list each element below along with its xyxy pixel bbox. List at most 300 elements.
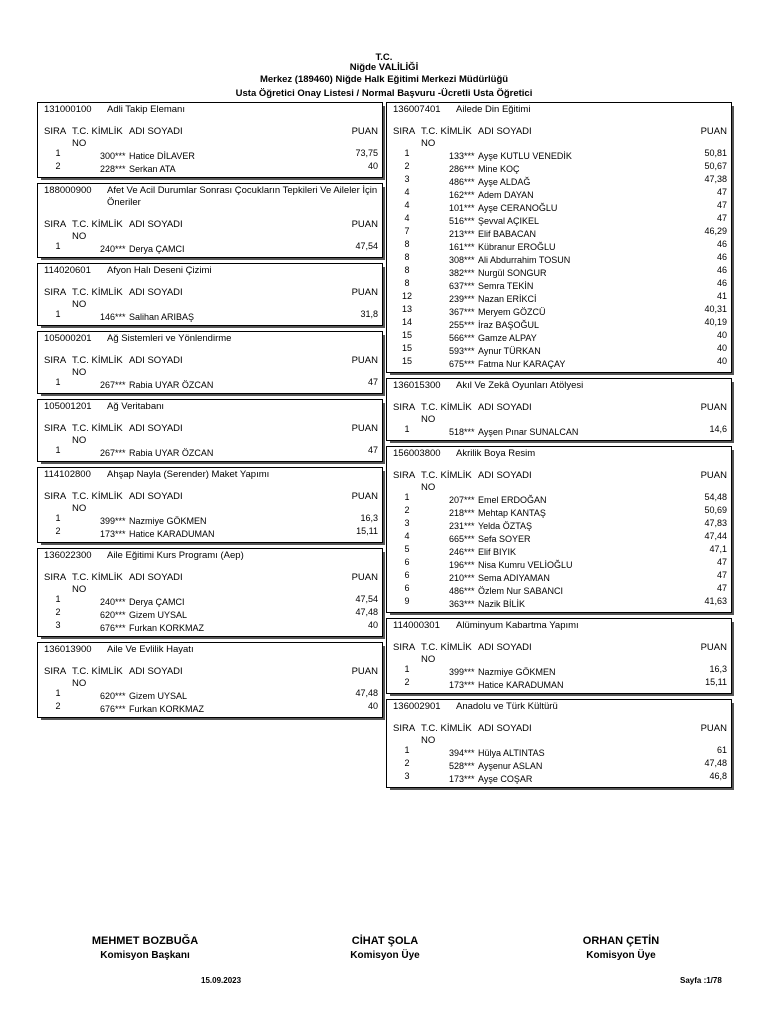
cell-name: Hatice DİLAVER [129, 151, 195, 161]
cell-tc: 231*** [449, 521, 475, 531]
cell-tc: 593*** [449, 346, 475, 356]
cell-name: Sema ADIYAMAN [478, 573, 550, 583]
course-header [38, 400, 382, 413]
table-row [387, 358, 731, 371]
course-title: Aile Eğitimi Kurs Programı (Aep) [107, 550, 244, 561]
column-header-sira: SIRA [44, 572, 67, 583]
cell-sira: 1 [404, 664, 410, 674]
cell-puan: 15,11 [356, 526, 378, 536]
cell-puan: 40 [367, 701, 378, 711]
cell-puan: 46 [716, 239, 727, 249]
cell-tc: 210*** [449, 573, 475, 583]
cell-sira: 3 [55, 620, 61, 630]
cell-name: Nurgül SONGUR [478, 268, 547, 278]
column-header-name: ADI SOYADI [478, 126, 532, 137]
cell-sira: 13 [401, 304, 412, 314]
course-code: 136022300 [44, 550, 92, 561]
left-column [37, 102, 383, 723]
course-code: 156003800 [393, 448, 441, 459]
cell-tc: 267*** [100, 448, 126, 458]
column-header-name: ADI SOYADI [129, 666, 183, 677]
cell-sira: 6 [404, 583, 410, 593]
column-header-name: ADI SOYADI [129, 355, 183, 366]
column-header-puan: PUAN [700, 723, 727, 734]
course-code: 105001201 [44, 401, 92, 412]
course-header [38, 103, 382, 116]
course-section [386, 378, 732, 441]
course-code: 136007401 [393, 104, 441, 115]
cell-tc: 620*** [100, 610, 126, 620]
course-code: 114000301 [393, 620, 440, 631]
table-row [387, 773, 731, 786]
course-title: Ailede Din Eğitimi [456, 104, 531, 115]
column-header-name: ADI SOYADI [478, 642, 532, 653]
cell-name: Derya ÇAMCI [129, 597, 185, 607]
cell-sira: 4 [404, 531, 410, 541]
signature-name-2: CİHAT ŞOLA [351, 935, 419, 947]
column-header-name: ADI SOYADI [129, 491, 183, 502]
cell-sira: 2 [55, 607, 61, 617]
course-section [386, 618, 732, 694]
signature-name-3: ORHAN ÇETİN [582, 935, 660, 947]
cell-sira: 2 [55, 701, 61, 711]
course-section [37, 467, 383, 543]
cell-puan: 47,54 [355, 594, 378, 604]
column-header-tc: T.C. KİMLİK NO [421, 723, 472, 746]
cell-sira: 1 [55, 309, 61, 319]
cell-name: Elif BIYIK [478, 547, 517, 557]
column-header-sira: SIRA [393, 126, 416, 137]
cell-sira: 1 [404, 745, 410, 755]
table-row [38, 163, 382, 176]
cell-puan: 47 [367, 377, 378, 387]
cell-name: Ayşe COŞAR [478, 774, 533, 784]
table-row [387, 679, 731, 692]
course-header [387, 619, 731, 632]
cell-sira: 12 [401, 291, 412, 301]
column-header-tc: T.C. KİMLİK NO [72, 219, 123, 242]
table-row [38, 703, 382, 716]
course-header [38, 184, 382, 209]
column-header-name: ADI SOYADI [129, 126, 183, 137]
cell-name: Gizem UYSAL [129, 691, 188, 701]
cell-tc: 300*** [100, 151, 126, 161]
cell-tc: 528*** [449, 761, 475, 771]
cell-tc: 566*** [449, 333, 475, 343]
cell-sira: 1 [55, 148, 61, 158]
signature-role-2: Komisyon Üye [350, 950, 420, 961]
cell-name: Furkan KORKMAZ [129, 623, 205, 633]
cell-name: Ayşenur ASLAN [478, 761, 543, 771]
cell-puan: 50,81 [704, 148, 727, 158]
course-section [37, 102, 383, 178]
table-row [38, 311, 382, 324]
cell-name: Fatma Nur KARAÇAY [478, 359, 566, 369]
cell-name: Hatice KARADUMAN [478, 680, 564, 690]
column-header-sira: SIRA [44, 287, 67, 298]
cell-puan: 47 [716, 557, 727, 567]
signature-name-1: MEHMET BOZBUĞA [91, 935, 199, 947]
cell-sira: 8 [404, 278, 410, 288]
column-header-puan: PUAN [351, 219, 378, 230]
cell-tc: 363*** [449, 599, 475, 609]
cell-sira: 7 [404, 226, 410, 236]
cell-sira: 1 [55, 445, 61, 455]
cell-sira: 1 [55, 377, 61, 387]
column-header-tc: T.C. KİMLİK NO [72, 287, 123, 310]
course-title: Akrilik Boya Resim [456, 448, 536, 459]
column-header-name: ADI SOYADI [478, 402, 532, 413]
column-header-sira: SIRA [44, 491, 67, 502]
print-date: 15.09.2023 [201, 976, 242, 985]
cell-sira: 5 [404, 544, 410, 554]
page-number: Sayfa :1/78 [680, 976, 722, 985]
column-header-tc: T.C. KİMLİK NO [72, 355, 123, 378]
course-section [37, 548, 383, 637]
cell-sira: 15 [401, 356, 412, 366]
cell-puan: 47 [716, 187, 727, 197]
cell-tc: 161*** [449, 242, 475, 252]
column-header-sira: SIRA [393, 723, 416, 734]
cell-tc: 240*** [100, 597, 126, 607]
cell-name: Nisa Kumru VELİOĞLU [478, 560, 573, 570]
course-title: Alüminyum Kabartma Yapımı [456, 620, 579, 631]
column-header-puan: PUAN [351, 572, 378, 583]
cell-tc: 286*** [449, 164, 475, 174]
course-header [38, 264, 382, 277]
column-header-tc: T.C. KİMLİK NO [421, 470, 472, 493]
cell-sira: 15 [401, 343, 412, 353]
course-code: 188000900 [44, 185, 92, 196]
course-title: Adli Takip Elemanı [107, 104, 185, 115]
course-code: 131000100 [44, 104, 92, 115]
cell-puan: 73,75 [355, 148, 378, 158]
cell-tc: 240*** [100, 244, 126, 254]
cell-tc: 308*** [449, 255, 475, 265]
cell-puan: 47,48 [704, 758, 727, 768]
cell-tc: 486*** [449, 177, 475, 187]
header-institution: Merkez (189460) Niğde Halk Eğitimi Merkezi Müdürlüğü [259, 74, 509, 85]
cell-sira: 4 [404, 200, 410, 210]
cell-tc: 239*** [449, 294, 475, 304]
header-tc: T.C. [375, 52, 393, 63]
cell-name: İraz BAŞOĞUL [478, 320, 540, 330]
column-header-tc: T.C. KİMLİK NO [72, 491, 123, 514]
column-header-puan: PUAN [700, 642, 727, 653]
cell-name: Serkan ATA [129, 164, 176, 174]
cell-tc: 518*** [449, 427, 475, 437]
cell-name: Meryem GÖZCÜ [478, 307, 546, 317]
table-row [38, 622, 382, 635]
cell-sira: 8 [404, 265, 410, 275]
cell-sira: 2 [404, 161, 410, 171]
course-code: 136002901 [393, 701, 441, 712]
cell-name: Furkan KORKMAZ [129, 704, 205, 714]
cell-puan: 40,19 [704, 317, 727, 327]
column-header-sira: SIRA [393, 642, 416, 653]
column-header-tc: T.C. KİMLİK NO [421, 402, 472, 425]
course-section [37, 183, 383, 258]
column-header-puan: PUAN [700, 402, 727, 413]
cell-puan: 47 [716, 200, 727, 210]
course-header [38, 468, 382, 481]
course-title: Ağ Veritabanı [107, 401, 165, 412]
column-header-tc: T.C. KİMLİK NO [72, 423, 123, 446]
cell-sira: 1 [404, 492, 410, 502]
course-title: Afyon Halı Deseni Çizimi [107, 265, 212, 276]
cell-tc: 399*** [449, 667, 475, 677]
course-header [387, 447, 731, 460]
cell-tc: 213*** [449, 229, 475, 239]
course-section [386, 446, 732, 613]
table-row [38, 243, 382, 256]
cell-sira: 1 [55, 513, 61, 523]
course-code: 136015300 [393, 380, 441, 391]
cell-tc: 228*** [100, 164, 126, 174]
cell-name: Ali Abdurrahim TOSUN [478, 255, 571, 265]
cell-name: Nazan ERİKCİ [478, 294, 537, 304]
cell-name: Mine KOÇ [478, 164, 520, 174]
column-header-puan: PUAN [351, 423, 378, 434]
cell-puan: 46,8 [709, 771, 727, 781]
cell-tc: 246*** [449, 547, 475, 557]
cell-puan: 47 [716, 570, 727, 580]
cell-tc: 486*** [449, 586, 475, 596]
cell-sira: 1 [55, 688, 61, 698]
course-header [38, 549, 382, 562]
column-header-sira: SIRA [44, 126, 67, 137]
cell-tc: 133*** [449, 151, 475, 161]
cell-name: Nazik BİLİK [478, 599, 526, 609]
cell-name: Aynur TÜRKAN [478, 346, 541, 356]
cell-name: Hatice KARADUMAN [129, 529, 215, 539]
cell-tc: 267*** [100, 380, 126, 390]
course-header [38, 332, 382, 345]
cell-tc: 516*** [449, 216, 475, 226]
cell-puan: 40 [367, 161, 378, 171]
column-header-sira: SIRA [44, 423, 67, 434]
column-header-sira: SIRA [44, 355, 67, 366]
cell-puan: 41 [716, 291, 727, 301]
cell-puan: 54,48 [704, 492, 727, 502]
column-header-puan: PUAN [351, 666, 378, 677]
cell-sira: 2 [404, 758, 410, 768]
course-header [387, 379, 731, 392]
cell-tc: 675*** [449, 359, 475, 369]
cell-tc: 173*** [449, 774, 475, 784]
cell-sira: 3 [404, 518, 410, 528]
cell-puan: 40,31 [704, 304, 727, 314]
cell-tc: 665*** [449, 534, 475, 544]
cell-puan: 40 [716, 330, 727, 340]
cell-tc: 676*** [100, 704, 126, 714]
cell-puan: 47,48 [355, 688, 378, 698]
column-header-name: ADI SOYADI [129, 219, 183, 230]
cell-tc: 637*** [449, 281, 475, 291]
cell-sira: 3 [404, 174, 410, 184]
column-header-puan: PUAN [700, 126, 727, 137]
cell-puan: 47 [716, 583, 727, 593]
course-title: Afet Ve Acil Durumlar Sonrası Çocukların Tepkileri Ve Aileler İçin Öneriler [107, 185, 378, 208]
header-valilik: Niğde VALİLİĞİ [349, 62, 419, 73]
cell-tc: 196*** [449, 560, 475, 570]
cell-sira: 6 [404, 557, 410, 567]
right-column [386, 102, 732, 793]
column-header-name: ADI SOYADI [478, 723, 532, 734]
table-row [387, 426, 731, 439]
cell-sira: 2 [55, 161, 61, 171]
course-title: Aile Ve Evlilik Hayatı [107, 644, 194, 655]
course-section [37, 399, 383, 462]
cell-puan: 46 [716, 265, 727, 275]
course-title: Anadolu ve Türk Kültürü [456, 701, 558, 712]
cell-puan: 31,8 [360, 309, 378, 319]
cell-sira: 2 [404, 505, 410, 515]
cell-tc: 676*** [100, 623, 126, 633]
cell-name: Nazmiye GÖKMEN [478, 667, 556, 677]
cell-puan: 15,11 [705, 677, 727, 687]
cell-sira: 6 [404, 570, 410, 580]
cell-puan: 46 [716, 278, 727, 288]
cell-name: Nazmiye GÖKMEN [129, 516, 207, 526]
cell-name: Gizem UYSAL [129, 610, 188, 620]
cell-name: Emel ERDOĞAN [478, 495, 547, 505]
cell-tc: 101*** [449, 203, 475, 213]
cell-puan: 40 [716, 343, 727, 353]
column-header-sira: SIRA [44, 219, 67, 230]
header-list-title: Usta Öğretici Onay Listesi / Normal Başvuru -Ücretli Usta Öğretici [235, 88, 533, 99]
column-header-puan: PUAN [351, 355, 378, 366]
cell-name: Semra TEKİN [478, 281, 534, 291]
column-header-tc: T.C. KİMLİK NO [421, 642, 472, 665]
course-title: Ağ Sistemleri ve Yönlendirme [107, 333, 232, 344]
cell-name: Mehtap KANTAŞ [478, 508, 546, 518]
table-row [387, 598, 731, 611]
cell-sira: 1 [404, 424, 410, 434]
column-header-sira: SIRA [393, 402, 416, 413]
cell-puan: 47 [367, 445, 378, 455]
cell-puan: 46,29 [704, 226, 727, 236]
cell-tc: 620*** [100, 691, 126, 701]
cell-sira: 8 [404, 239, 410, 249]
cell-name: Adem DAYAN [478, 190, 534, 200]
cell-name: Salihan ARIBAŞ [129, 312, 195, 322]
cell-name: Özlem Nur SABANCI [478, 586, 564, 596]
cell-puan: 40 [367, 620, 378, 630]
column-header-tc: T.C. KİMLİK NO [72, 126, 123, 149]
column-header-name: ADI SOYADI [478, 470, 532, 481]
course-section [37, 331, 383, 394]
cell-sira: 1 [404, 148, 410, 158]
cell-tc: 399*** [100, 516, 126, 526]
cell-name: Derya ÇAMCI [129, 244, 185, 254]
cell-tc: 146*** [100, 312, 126, 322]
column-header-name: ADI SOYADI [129, 423, 183, 434]
cell-name: Elif BABACAN [478, 229, 537, 239]
cell-sira: 14 [401, 317, 412, 327]
cell-name: Kübranur EROĞLU [478, 242, 556, 252]
course-title: Ahşap Nayla (Serender) Maket Yapımı [107, 469, 270, 480]
column-header-sira: SIRA [44, 666, 67, 677]
cell-tc: 173*** [449, 680, 475, 690]
cell-name: Ayşe KUTLU VENEDİK [478, 151, 572, 161]
column-header-tc: T.C. KİMLİK NO [72, 666, 123, 689]
column-header-name: ADI SOYADI [129, 287, 183, 298]
signature-role-3: Komisyon Üye [586, 950, 656, 961]
cell-tc: 255*** [449, 320, 475, 330]
cell-puan: 50,67 [704, 161, 727, 171]
cell-name: Şevval AÇIKEL [478, 216, 540, 226]
course-section [386, 699, 732, 788]
course-code: 114020601 [44, 265, 91, 276]
cell-name: Gamze ALPAY [478, 333, 537, 343]
column-header-puan: PUAN [351, 491, 378, 502]
course-code: 105000201 [44, 333, 92, 344]
cell-puan: 14,6 [709, 424, 727, 434]
cell-sira: 2 [404, 677, 410, 687]
cell-puan: 16,3 [709, 664, 727, 674]
table-row [38, 447, 382, 460]
cell-name: Rabia UYAR ÖZCAN [129, 448, 214, 458]
cell-name: Rabia UYAR ÖZCAN [129, 380, 214, 390]
cell-sira: 4 [404, 187, 410, 197]
cell-tc: 162*** [449, 190, 475, 200]
column-header-puan: PUAN [351, 287, 378, 298]
cell-sira: 9 [404, 596, 410, 606]
cell-puan: 47,38 [704, 174, 727, 184]
cell-name: Ayşe ALDAĞ [478, 177, 531, 187]
column-header-puan: PUAN [351, 126, 378, 137]
cell-puan: 61 [716, 745, 727, 755]
cell-tc: 207*** [449, 495, 475, 505]
cell-sira: 4 [404, 213, 410, 223]
table-row [38, 379, 382, 392]
cell-name: Sefa SOYER [478, 534, 531, 544]
course-section [386, 102, 732, 373]
cell-sira: 3 [404, 771, 410, 781]
cell-tc: 218*** [449, 508, 475, 518]
cell-tc: 382*** [449, 268, 475, 278]
column-header-tc: T.C. KİMLİK NO [72, 572, 123, 595]
cell-puan: 40 [716, 356, 727, 366]
table-row [38, 528, 382, 541]
cell-sira: 15 [401, 330, 412, 340]
cell-puan: 47,83 [704, 518, 727, 528]
column-header-tc: T.C. KİMLİK NO [421, 126, 472, 149]
cell-tc: 367*** [449, 307, 475, 317]
cell-puan: 47,44 [704, 531, 727, 541]
course-header [387, 103, 731, 116]
column-header-puan: PUAN [700, 470, 727, 481]
cell-puan: 41,63 [704, 596, 727, 606]
signature-role-1: Komisyon Başkanı [100, 950, 190, 961]
cell-sira: 1 [55, 594, 61, 604]
cell-puan: 47,1 [709, 544, 727, 554]
course-header [387, 700, 731, 713]
course-section [37, 263, 383, 326]
cell-sira: 1 [55, 241, 61, 251]
course-title: Akıl Ve Zekâ Oyunları Atölyesi [456, 380, 584, 391]
column-header-name: ADI SOYADI [129, 572, 183, 583]
cell-name: Hülya ALTINTAS [478, 748, 545, 758]
cell-tc: 173*** [100, 529, 126, 539]
course-header [38, 643, 382, 656]
cell-puan: 47,48 [355, 607, 378, 617]
course-code: 114102800 [44, 469, 91, 480]
cell-puan: 47 [716, 213, 727, 223]
cell-puan: 46 [716, 252, 727, 262]
column-header-sira: SIRA [393, 470, 416, 481]
